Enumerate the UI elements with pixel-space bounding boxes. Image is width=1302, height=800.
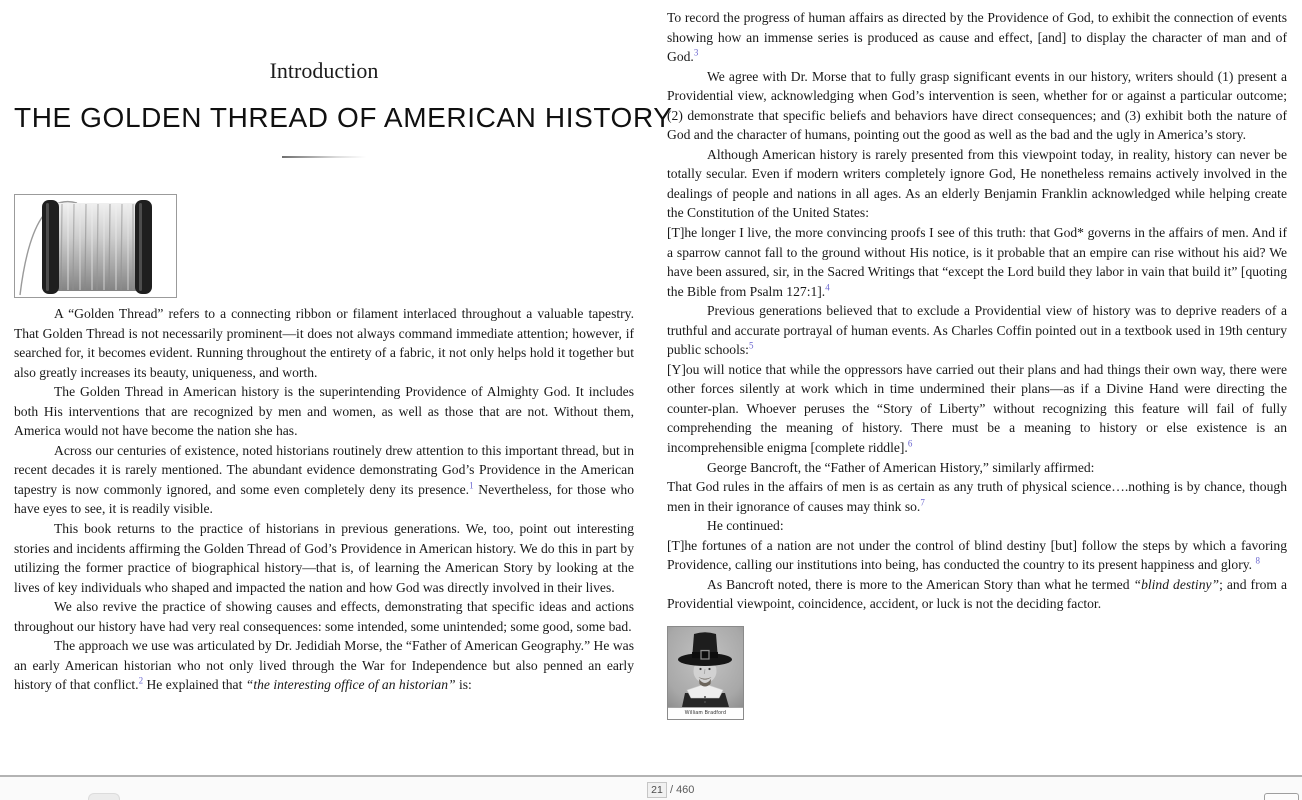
page-separator: / [670,784,674,796]
footnote-ref[interactable]: 3 [693,47,699,58]
footnote-ref[interactable]: 1 [469,480,474,491]
page-number-input[interactable] [647,782,667,798]
text-segment: Previous generations believed that to exclude a Providential view of history was to deprive readers of a truthful and accurate portrayal of human events. As Charles Coffin pointed out in a textbook used in 19th century public schools: [667,303,1287,358]
page-total-count: 460 [676,784,695,796]
text-segment: He explained that [143,677,246,693]
footnote-ref[interactable]: 5 [748,340,754,351]
portrait-caption: William Bradford [668,707,743,719]
text-segment: To record the progress of human affairs as directed by the Providence of God, to exhibit the connection of events showing how an immense series is produced as cause and effect, [and] to display the character of man and of God. [667,10,1287,65]
paragraph [14,519,634,597]
text-segment: George Bancroft, the “Father of American History,” similarly affirmed: [707,459,1095,475]
block-quote [667,360,1287,458]
page-indicator [647,782,694,798]
paragraph [667,145,1287,223]
block-quote [667,477,1287,516]
page-right [667,8,1287,720]
spool-of-thread-image [14,194,177,298]
block-quote [667,223,1287,301]
paragraph [667,301,1287,360]
text-segment: ; and from a Providential viewpoint, coincidence, accident, or luck is not the deciding factor. [667,576,1288,612]
pilgrim-portrait-illustration [668,627,743,707]
partial-button-right[interactable] [1264,793,1299,800]
block-quote [667,536,1287,575]
text-segment: Nevertheless, for those who have eyes to see, it is readily visible. [14,481,634,517]
partial-button-left[interactable] [88,793,120,800]
paragraph [14,636,634,695]
paragraph [667,458,1287,478]
italic-text: “the interesting office of an historian” [245,677,456,693]
william-bradford-portrait [667,626,744,720]
text-segment: [T]he longer I live, the more convincing proofs I see of this truth: that God* governs in the affairs of men. And if a sparrow cannot fall to the ground without His notice, is it probable that an empire can rise without his aid? We have been assured, sir, in the Sacred Writings that “except the Lord build they labor in vain that build it” [quoting the Bible from Psalm 127:1]. [667,225,1287,299]
title-divider [282,156,366,158]
text-segment: The approach we use was articulated by Dr. Jedidiah Morse, the “Father of American Geography.” He was an early American historian who not only lived through the War for Independence but also penned an early history of that conflict. [14,638,634,693]
page-left [14,0,673,695]
italic-text: “blind destiny” [1133,576,1220,592]
text-segment: [T]he fortunes of a nation are not under the control of blind destiny [but] follow the steps by which a favoring Providence, calling our institutions into being, has conducted the country to its present happiness and glory. [667,537,1287,573]
paragraph [14,382,634,441]
text-segment: We agree with Dr. Morse that to fully grasp significant events in our history, writers should (1) present a Providential view, acknowledging when God’s intervention is seen, whether for or against a particular outcome; (2) demonstrate that specific beliefs and behaviors have direct consequences; and (3) exhibit both the nature of God and the character of humans, pointing out the good as well as the bad and the ugly in America’s story. [667,68,1287,143]
footnote-ref[interactable]: 6 [907,438,913,449]
viewer-bottom-bar [0,775,1302,800]
footnote-ref[interactable]: 8 [1255,555,1260,566]
paragraph [667,516,1287,536]
footnote-ref[interactable]: 2 [138,675,144,686]
text-segment: That God rules in the affairs of men is as certain as any truth of physical science….nothing is by chance, though men in their ignorance of causes may think so. [667,479,1287,514]
spool-illustration [15,195,176,297]
text-segment: [Y]ou will notice that while the oppressors have carried out their plans and had things their own way, there were other forces silently at work which in time undermined their plans—as if a Divine Hand were directing the counter-plan. Whoever peruses the “Story of Liberty” without recognizing this feature will fail of fully comprehending the meaning of history. There must be a meaning to history or else existence is an incomprehensible enigma [complete riddle]. [667,361,1287,456]
text-segment: A “Golden Thread” refers to a connecting ribbon or filament interlaced throughout a valuable tapestry. That Golden Thread is not necessarily prominent—it does not always command immediate attention; however, if searched for, it becomes evident. Running throughout the entirety of a fabric, it not only helps hold it together but also greatly increases its beauty, uniqueness, and worth. [14,306,634,380]
text-segment: As Bancroft noted, there is more to the American Story than what he termed [707,576,1134,592]
paragraph [14,304,634,382]
footnote-ref[interactable]: 4 [825,282,830,293]
book-title: THE GOLDEN THREAD OF AMERICAN HISTORY [14,102,673,133]
footnote-ref[interactable]: 7 [920,497,925,508]
paragraph [14,597,634,636]
paragraph [14,441,634,519]
text-segment: We also revive the practice of showing causes and effects, demonstrating that specific ideas and actions throughout our history have had very real consequences: some intended, some unintended; some good, some bad. [14,599,634,634]
text-segment: This book returns to the practice of historians in previous generations. We, too, point out interesting stories and incidents affirming the Golden Thread of God’s Providence in American history. We do this in part by utilizing the former practice of biographical history—that is, of learning the American Story by looking at the lives of key individuals who shaped and impacted the nation and how God was directly involved in their lives. [14,521,634,595]
text-segment: He continued: [707,518,784,534]
paragraph [667,575,1287,614]
text-segment: is: [455,677,472,693]
block-quote [667,8,1287,67]
text-segment: Across our centuries of existence, noted historians routinely drew attention to this important thread, but in recent decades it is rarely mentioned. The abundant evidence demonstrating God’s Providence in the American tapestry is now commonly ignored, and some even completely deny its presence. [14,442,634,497]
text-segment: The Golden Thread in American history is the superintending Providence of Almighty God. It includes both His interventions that are recognized by men and women, as well as those that are not. Without them, America would not have become the nation she has. [14,384,634,439]
paragraph [667,67,1287,145]
chapter-label: Introduction [269,58,379,83]
text-segment: Although American history is rarely presented from this viewpoint today, in reality, history can never be totally secular. Even if modern writers completely ignore God, He nonetheless remains actively involved in the dealings of people and nations in all ages. As an elderly Benjamin Franklin acknowledged while helping create the Constitution of the United States: [667,146,1287,221]
